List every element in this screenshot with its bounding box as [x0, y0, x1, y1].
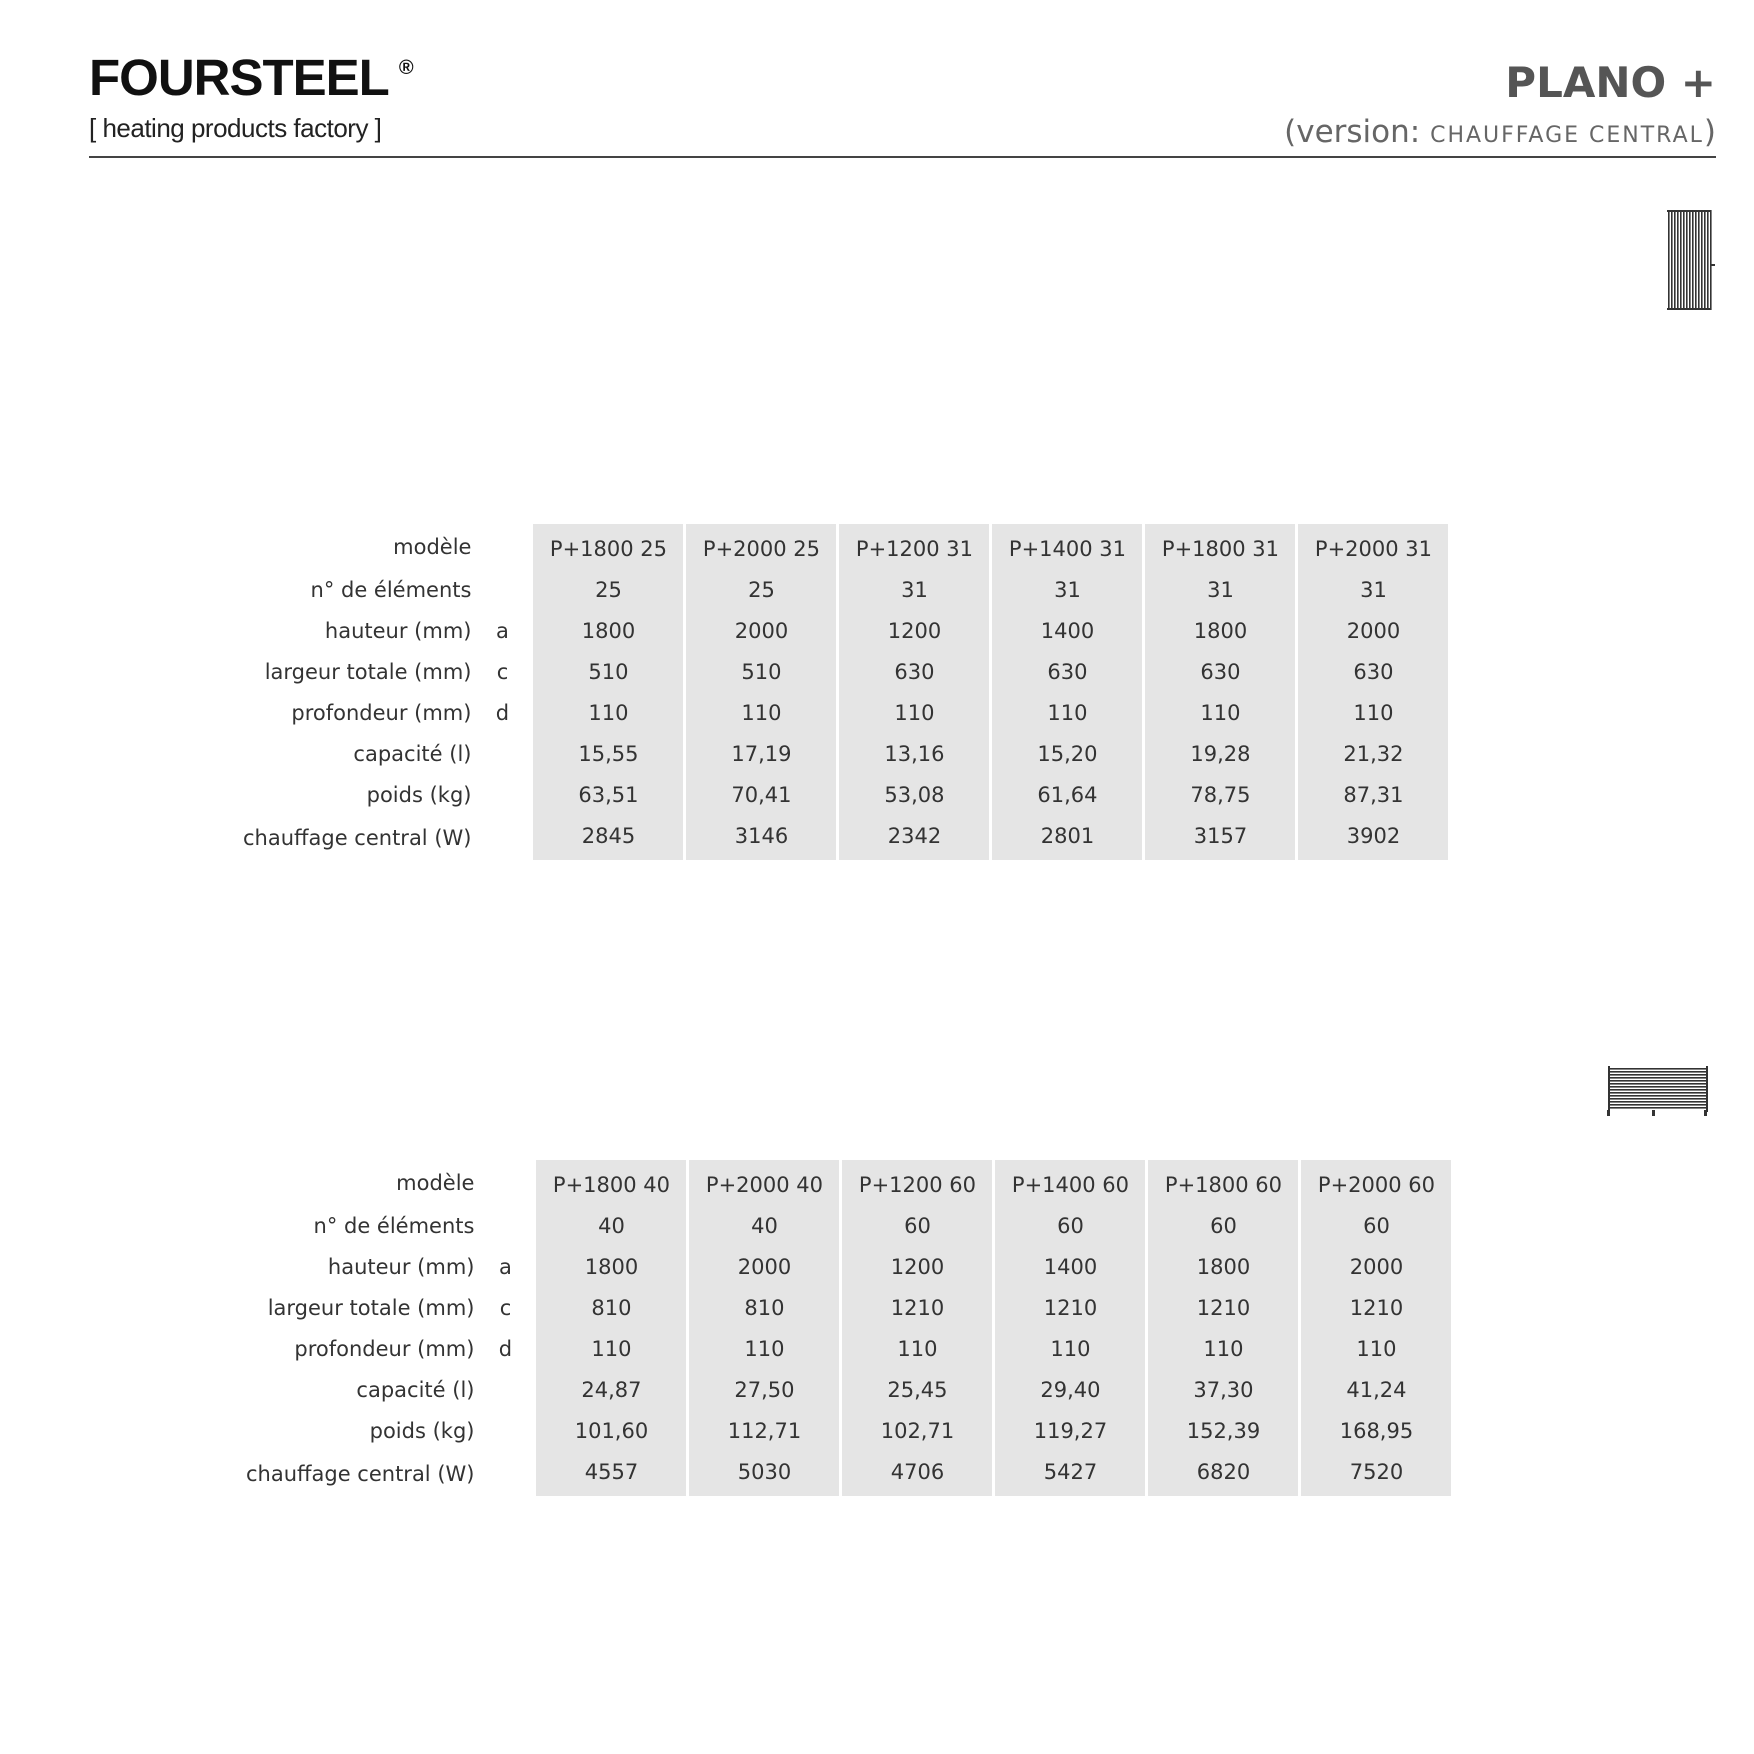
brand-logo	[89, 49, 413, 106]
table-cell: 630	[1145, 651, 1295, 692]
table-cell: 112,71	[689, 1410, 839, 1451]
table-cell: 25,45	[842, 1369, 992, 1410]
row-label: n° de éléments	[313, 1213, 475, 1238]
table-cell: P+1400 60	[995, 1160, 1145, 1205]
table-cell: 110	[686, 692, 836, 733]
table-cell: 5427	[995, 1451, 1145, 1496]
brand-name: FOURSTEEL	[89, 49, 389, 106]
product-title: PLANO +	[1505, 58, 1716, 107]
table-cell: 2000	[686, 610, 836, 651]
table-cell: 37,30	[1148, 1369, 1298, 1410]
table-cell: 70,41	[686, 774, 836, 815]
table-row	[243, 610, 1448, 651]
table-cell: 1400	[992, 610, 1142, 651]
row-label: hauteur (mm)	[327, 1254, 475, 1279]
table-cell: 1800	[1148, 1246, 1298, 1287]
radiator-bar	[1608, 1068, 1708, 1070]
table-row	[243, 692, 1448, 733]
table-cell: 101,60	[536, 1410, 686, 1451]
table-cell: 630	[839, 651, 989, 692]
product-version	[1284, 114, 1716, 150]
table-cell: 810	[536, 1287, 686, 1328]
table-cell: 168,95	[1301, 1410, 1451, 1451]
radiator-bar	[1686, 210, 1688, 310]
row-label: chauffage central (W)	[243, 825, 472, 850]
table-cell: 110	[992, 692, 1142, 733]
table-cell: 152,39	[1148, 1410, 1298, 1451]
radiator-bar	[1677, 210, 1679, 310]
table-cell: 110	[1145, 692, 1295, 733]
table-row	[246, 1287, 1451, 1328]
table-cell: 60	[995, 1205, 1145, 1246]
table-cell: 60	[1148, 1205, 1298, 1246]
table-cell: 110	[839, 692, 989, 733]
spec-table-2	[243, 1160, 1454, 1496]
table-cell: 510	[533, 651, 683, 692]
table-cell: P+1800 60	[1148, 1160, 1298, 1205]
table-cell: P+1800 40	[536, 1160, 686, 1205]
table-cell: 7520	[1301, 1451, 1451, 1496]
table-cell: 1800	[533, 610, 683, 651]
table-cell: 110	[995, 1328, 1145, 1369]
table-cell: 31	[1298, 569, 1448, 610]
table-cell: 3157	[1145, 815, 1295, 860]
table-cell: 1200	[842, 1246, 992, 1287]
radiator-bar	[1608, 1080, 1708, 1082]
row-label: n° de éléments	[310, 577, 472, 602]
table-cell: P+1400 31	[992, 524, 1142, 569]
radiator-bar	[1608, 1101, 1708, 1103]
table-row	[246, 1369, 1451, 1410]
table-cell: 40	[689, 1205, 839, 1246]
table-cell: 810	[689, 1287, 839, 1328]
row-label: poids (kg)	[366, 782, 472, 807]
table-cell: 41,24	[1301, 1369, 1451, 1410]
table-cell: 19,28	[1145, 733, 1295, 774]
table-cell: 3146	[686, 815, 836, 860]
dimension-letter	[477, 1451, 533, 1496]
radiator-bar	[1683, 210, 1685, 310]
table-row	[243, 733, 1448, 774]
dimension-letter: a	[499, 1254, 512, 1279]
row-label: chauffage central (W)	[246, 1461, 475, 1486]
radiator-bar	[1707, 210, 1709, 310]
registered-mark: ®	[398, 57, 413, 79]
radiator-bar	[1710, 210, 1712, 310]
table-cell: 110	[533, 692, 683, 733]
radiator-bar	[1608, 1083, 1708, 1085]
table-cell: P+2000 60	[1301, 1160, 1451, 1205]
header-divider	[89, 156, 1716, 158]
row-label: capacité (l)	[356, 1377, 475, 1402]
dimension-letter	[474, 815, 530, 860]
radiator-bar	[1668, 210, 1670, 310]
table-cell: 13,16	[839, 733, 989, 774]
table-cell: 3902	[1298, 815, 1448, 860]
table-row	[246, 1205, 1451, 1246]
radiator-bar	[1608, 1086, 1708, 1088]
table-cell: 2342	[839, 815, 989, 860]
table-row	[243, 651, 1448, 692]
radiator-bar	[1608, 1071, 1708, 1073]
table-cell: P+2000 31	[1298, 524, 1448, 569]
table-cell: 1800	[536, 1246, 686, 1287]
radiator-bar	[1689, 210, 1691, 310]
table-cell: 87,31	[1298, 774, 1448, 815]
table-cell: 110	[842, 1328, 992, 1369]
table-cell: 1210	[842, 1287, 992, 1328]
table-cell: 78,75	[1145, 774, 1295, 815]
table-cell: 630	[1298, 651, 1448, 692]
dimension-letter	[477, 1369, 533, 1410]
dimension-letter: d	[498, 1336, 513, 1361]
table-row	[243, 815, 1448, 860]
row-label: largeur totale (mm)	[267, 1295, 475, 1320]
brand-tagline: [ heating products factory ]	[89, 113, 382, 143]
dimension-letter	[474, 774, 530, 815]
radiator-bar	[1608, 1092, 1708, 1094]
row-label: profondeur (mm)	[294, 1336, 475, 1361]
table-cell: 1210	[995, 1287, 1145, 1328]
table-cell: P+1200 60	[842, 1160, 992, 1205]
table-cell: 60	[1301, 1205, 1451, 1246]
dimension-letter	[474, 524, 530, 569]
brand-block	[89, 49, 413, 144]
table-row	[246, 1451, 1451, 1496]
table-cell: 110	[536, 1328, 686, 1369]
table-cell: 2000	[689, 1246, 839, 1287]
table-cell: 17,19	[686, 733, 836, 774]
radiator-bar	[1608, 1107, 1708, 1109]
table-cell: 61,64	[992, 774, 1142, 815]
dimension-letter: c	[499, 1295, 512, 1320]
radiator-bar	[1692, 210, 1694, 310]
table-cell: 4557	[536, 1451, 686, 1496]
row-label: profondeur (mm)	[291, 700, 472, 725]
radiator-bar	[1698, 210, 1700, 310]
table-cell: P+1800 25	[533, 524, 683, 569]
table-cell: 110	[689, 1328, 839, 1369]
table-cell: 63,51	[533, 774, 683, 815]
radiator-bar	[1695, 210, 1697, 310]
version-suffix: )	[1703, 114, 1716, 150]
row-label: largeur totale (mm)	[264, 659, 472, 684]
table-cell: 510	[686, 651, 836, 692]
version-prefix: (version:	[1284, 114, 1431, 150]
row-label: modèle	[396, 1170, 475, 1195]
table-cell: 31	[992, 569, 1142, 610]
spec-table-1	[240, 524, 1451, 860]
table-cell: P+1800 31	[1145, 524, 1295, 569]
table-cell: 1210	[1148, 1287, 1298, 1328]
table-cell: 25	[686, 569, 836, 610]
radiator-bar	[1608, 1098, 1708, 1100]
table-cell: 60	[842, 1205, 992, 1246]
radiator-bar	[1674, 210, 1676, 310]
dimension-letter: d	[495, 700, 510, 725]
dimension-letter	[477, 1205, 533, 1246]
row-label: capacité (l)	[353, 741, 472, 766]
table-row	[243, 774, 1448, 815]
vertical-radiator-icon	[1667, 209, 1715, 313]
table-cell: 29,40	[995, 1369, 1145, 1410]
table-cell: 15,20	[992, 733, 1142, 774]
table-cell: 110	[1301, 1328, 1451, 1369]
table-cell: 110	[1148, 1328, 1298, 1369]
table-row	[243, 569, 1448, 610]
radiator-bar	[1608, 1077, 1708, 1079]
dimension-letter	[474, 733, 530, 774]
radiator-bar	[1671, 210, 1673, 310]
table-row	[243, 524, 1448, 569]
table-cell: P+1200 31	[839, 524, 989, 569]
table-cell: 15,55	[533, 733, 683, 774]
row-label: modèle	[393, 534, 472, 559]
table-cell: 21,32	[1298, 733, 1448, 774]
table-cell: 6820	[1148, 1451, 1298, 1496]
table-cell: 630	[992, 651, 1142, 692]
radiator-bar	[1680, 210, 1682, 310]
table-cell: 31	[1145, 569, 1295, 610]
radiator-bar	[1608, 1089, 1708, 1091]
table-cell: 2845	[533, 815, 683, 860]
radiator-bar	[1701, 210, 1703, 310]
table-cell: 1200	[839, 610, 989, 651]
product-block	[1284, 58, 1716, 150]
radiator-bar	[1608, 1095, 1708, 1097]
table-row	[246, 1160, 1451, 1205]
table-cell: 31	[839, 569, 989, 610]
table-cell: 2000	[1298, 610, 1448, 651]
table-cell: 25	[533, 569, 683, 610]
dimension-letter	[477, 1410, 533, 1451]
table-cell: P+2000 25	[686, 524, 836, 569]
table-cell: 27,50	[689, 1369, 839, 1410]
radiator-bar	[1608, 1074, 1708, 1076]
row-label: poids (kg)	[369, 1418, 475, 1443]
radiator-bar	[1704, 210, 1706, 310]
radiator-bar	[1608, 1104, 1708, 1106]
table-row	[246, 1410, 1451, 1451]
table-row	[246, 1246, 1451, 1287]
table-cell: 2000	[1301, 1246, 1451, 1287]
table-cell: 102,71	[842, 1410, 992, 1451]
table-cell: 1800	[1145, 610, 1295, 651]
dimension-letter	[474, 569, 530, 610]
table-cell: 24,87	[536, 1369, 686, 1410]
table-cell: 4706	[842, 1451, 992, 1496]
horizontal-radiator-icon	[1606, 1066, 1710, 1118]
dimension-letter: c	[496, 659, 509, 684]
table-row	[246, 1328, 1451, 1369]
table-cell: 1400	[995, 1246, 1145, 1287]
row-label: hauteur (mm)	[324, 618, 472, 643]
table-cell: 53,08	[839, 774, 989, 815]
table-cell: P+2000 40	[689, 1160, 839, 1205]
table-cell: 1210	[1301, 1287, 1451, 1328]
table-cell: 5030	[689, 1451, 839, 1496]
table-cell: 110	[1298, 692, 1448, 733]
table-cell: 119,27	[995, 1410, 1145, 1451]
dimension-letter	[477, 1160, 533, 1205]
table-cell: 2801	[992, 815, 1142, 860]
dimension-letter: a	[496, 618, 509, 643]
table-cell: 40	[536, 1205, 686, 1246]
version-value: CHAUFFAGE CENTRAL	[1430, 123, 1704, 148]
